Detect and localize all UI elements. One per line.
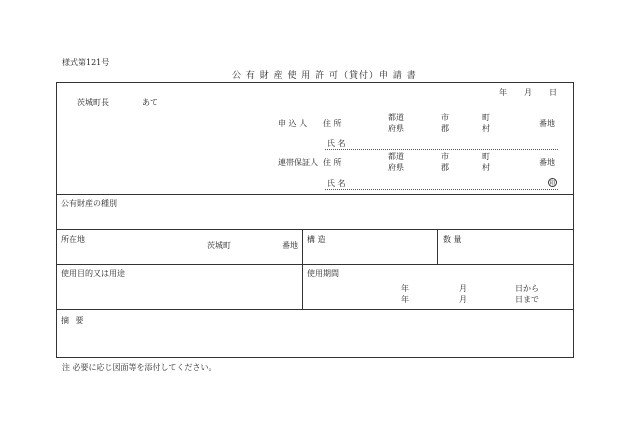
date-day: 日	[549, 88, 557, 97]
guarantor-city-top: 市	[441, 152, 449, 161]
location-banchi: 番地	[282, 241, 298, 250]
form-title: 公 有 財 産 使 用 許 可（貸付）申 請 書	[232, 71, 417, 81]
guarantor-name-label: 氏 名	[327, 179, 346, 188]
footnote: 注 必要に応じ図面等を添付してください。	[62, 363, 217, 372]
application-form	[56, 82, 574, 358]
guarantor-label: 連帯保証人	[278, 158, 318, 167]
addressee-suffix: あて	[142, 98, 158, 107]
applicant-city-bottom: 郡	[441, 124, 449, 133]
guarantor-pref-bottom: 府県	[388, 163, 404, 172]
form-number: 様式第121号	[62, 58, 110, 67]
quantity-label: 数 量	[443, 235, 462, 244]
addressee-name: 茨城町長	[77, 98, 109, 107]
applicant-town-top: 町	[482, 113, 490, 122]
row-divider	[57, 309, 573, 310]
guarantor-town-top: 町	[482, 152, 490, 161]
applicant-pref-top: 都道	[388, 113, 404, 122]
period-to-month: 月	[459, 295, 467, 304]
location-label: 所在地	[61, 235, 85, 244]
guarantor-banchi: 番地	[539, 158, 555, 167]
purpose-label: 使用目的又は用途	[61, 269, 125, 278]
row-divider	[57, 264, 573, 265]
applicant-name-line	[325, 149, 558, 150]
guarantor-address-label: 住 所	[323, 158, 342, 167]
col-divider	[437, 229, 438, 264]
period-from-month: 月	[459, 284, 467, 293]
applicant-city-top: 市	[441, 113, 449, 122]
row-divider	[57, 229, 573, 230]
period-label: 使用期間	[307, 269, 339, 278]
col-divider	[302, 229, 303, 309]
summary-label: 摘 要	[61, 316, 86, 325]
period-from-year: 年	[401, 284, 409, 293]
applicant-name-label: 氏 名	[327, 139, 346, 148]
guarantor-pref-top: 都道	[388, 152, 404, 161]
date-year: 年	[499, 88, 507, 97]
applicant-town-bottom: 村	[482, 124, 490, 133]
date-month: 月	[524, 88, 532, 97]
applicant-label: 申 込 人	[278, 119, 308, 128]
guarantor-town-bottom: 村	[482, 163, 490, 172]
applicant-banchi: 番地	[539, 119, 555, 128]
row-divider	[57, 194, 573, 195]
structure-label: 構 造	[307, 235, 326, 244]
applicant-pref-bottom: 府県	[388, 124, 404, 133]
applicant-address-label: 住 所	[323, 119, 342, 128]
period-to-year: 年	[401, 295, 409, 304]
seal-mark: 印	[549, 180, 556, 187]
guarantor-name-line	[325, 189, 558, 190]
guarantor-city-bottom: 郡	[441, 163, 449, 172]
period-from-day: 日から	[515, 284, 539, 293]
property-type-label: 公有財産の種別	[61, 199, 117, 208]
period-to-day: 日まで	[515, 295, 539, 304]
location-town: 茨城町	[207, 241, 231, 250]
